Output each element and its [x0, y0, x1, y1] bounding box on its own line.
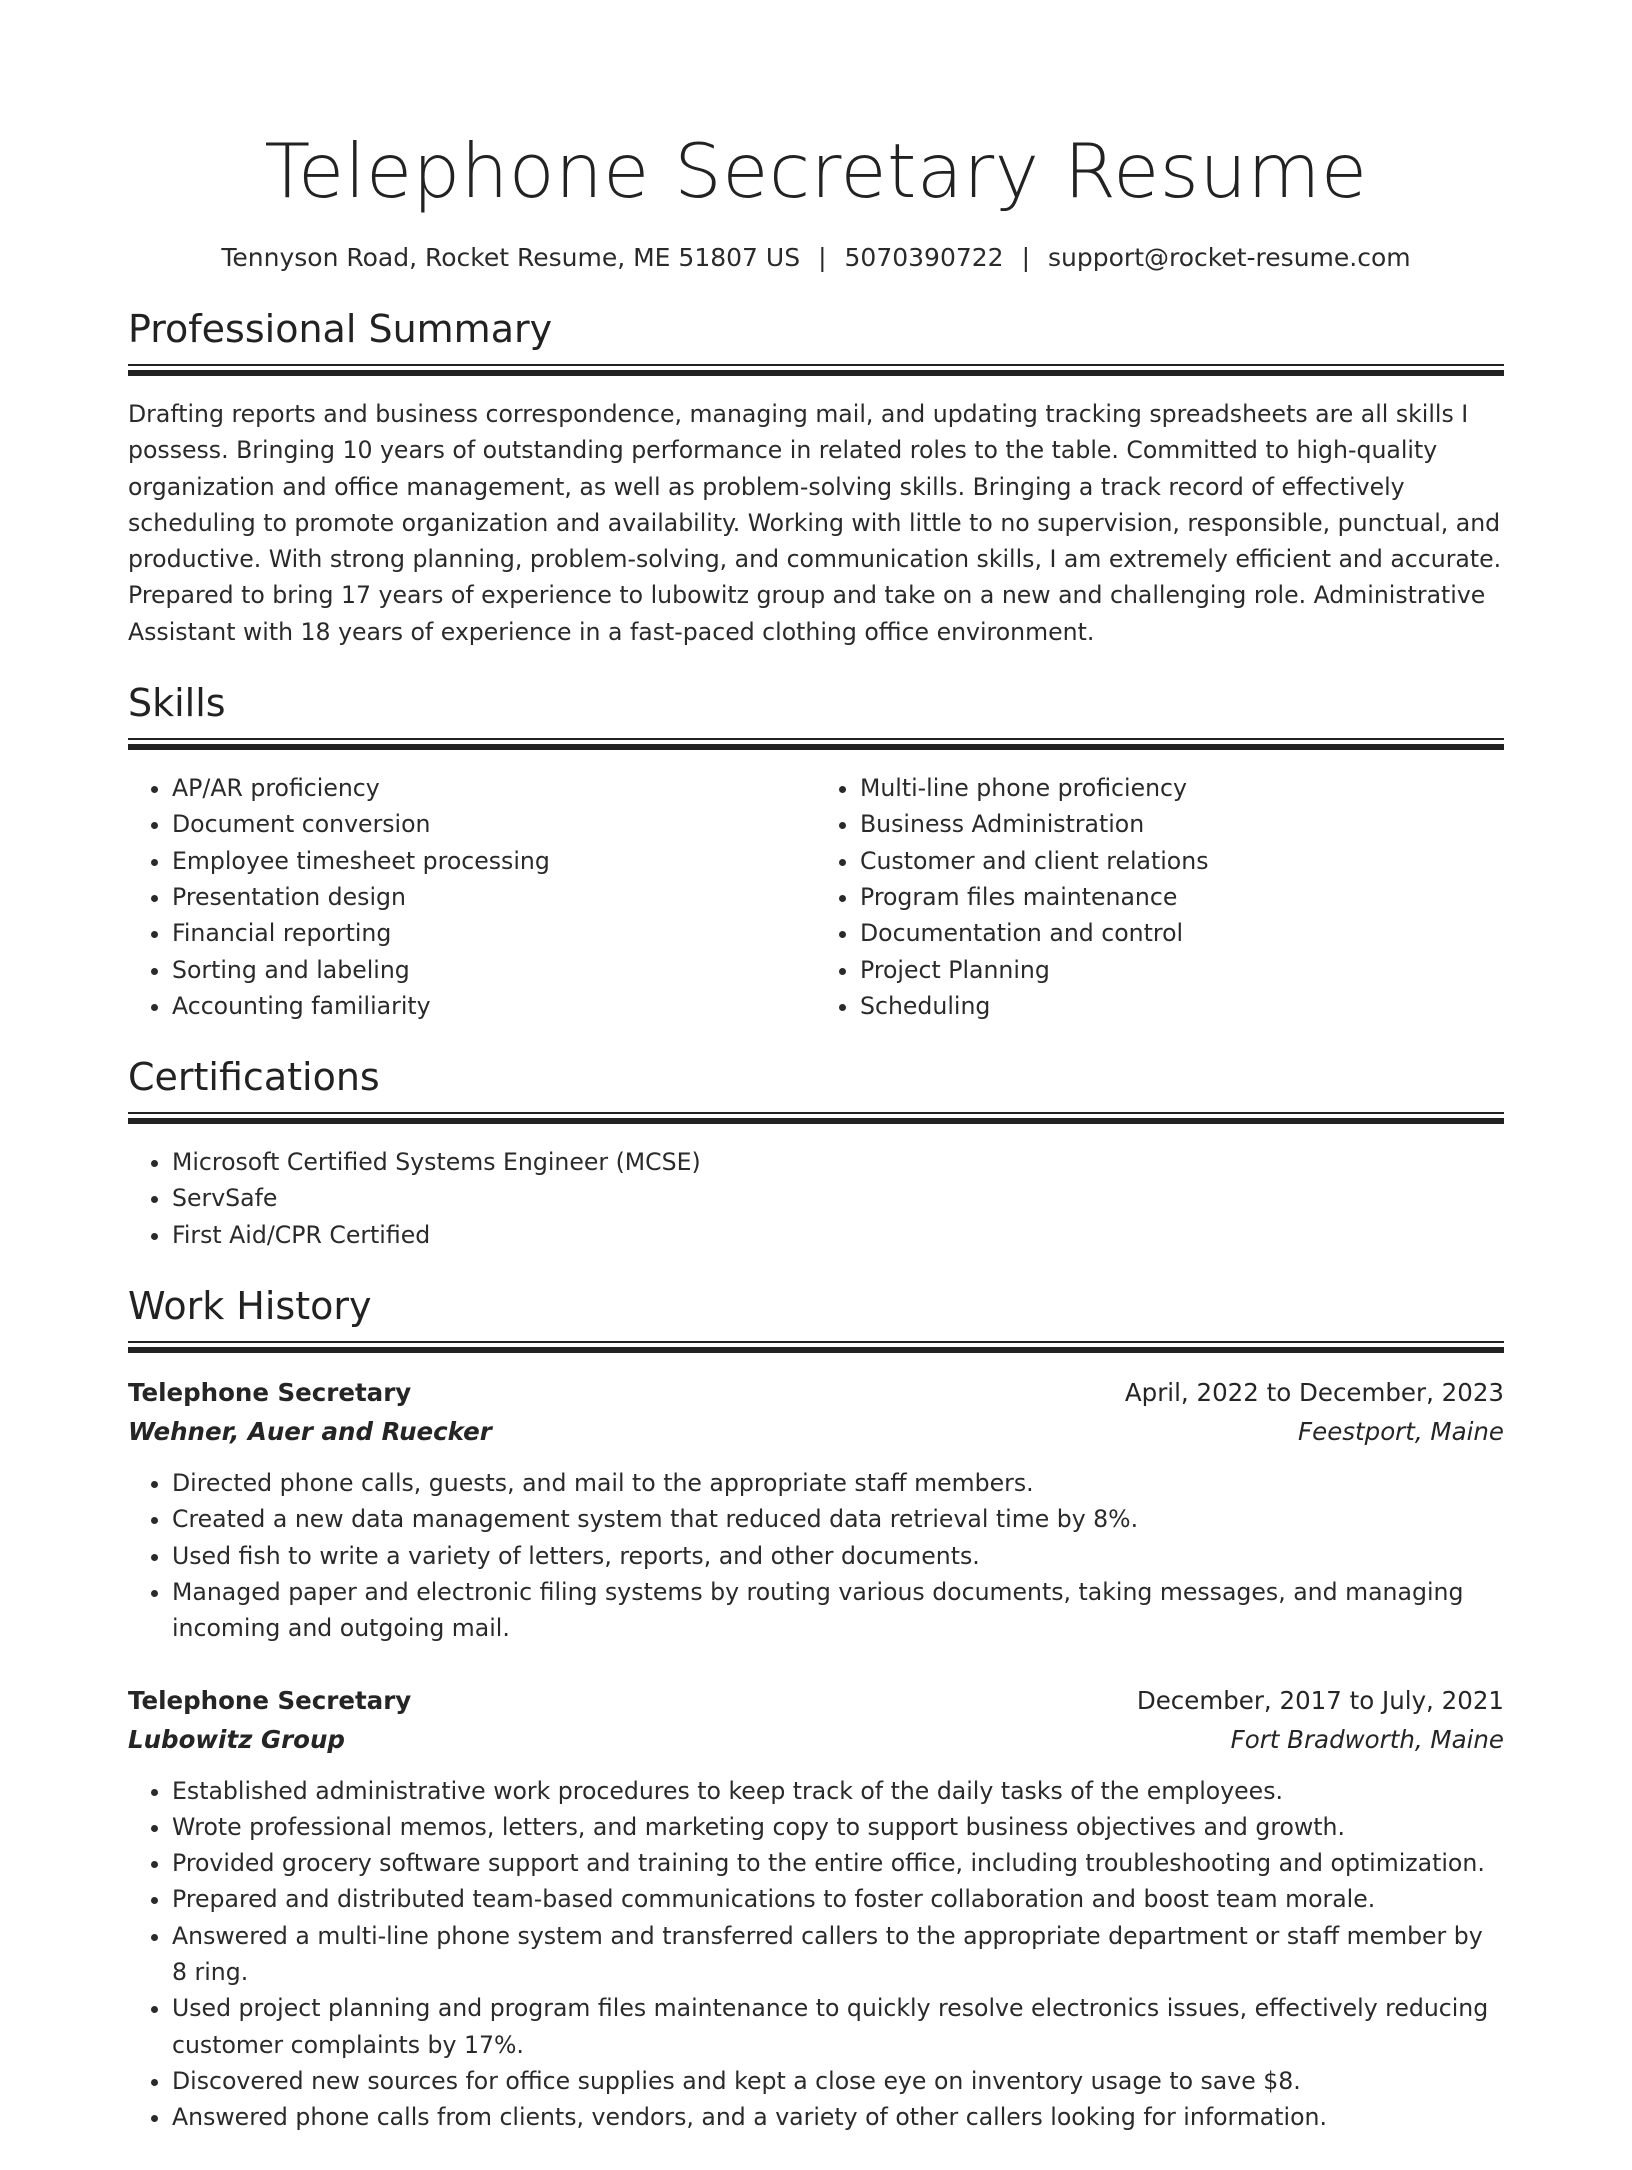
certifications-section [128, 1052, 1504, 1253]
contact-address: Tennyson Road, Rocket Resume, ME 51807 US [221, 243, 801, 272]
job-title: Telephone Secretary [128, 1378, 412, 1408]
job-bullet: • Provided grocery software support and training to the entire office, including troubleshooting and optimization. [172, 1845, 1504, 1881]
skills-columns [128, 770, 1504, 1024]
section-divider [128, 364, 1504, 376]
job-location: Fort Bradworth, Maine [1230, 1724, 1504, 1754]
skill-item: • Project Planning [860, 952, 1504, 988]
certification-item: • ServSafe [172, 1180, 1504, 1216]
resume-page [128, 0, 1504, 2170]
skill-item: • Documentation and control [860, 915, 1504, 951]
contact-separator: | [1021, 243, 1031, 272]
job-bullet: • Wrote professional memos, letters, and marketing copy to support business objectives and growth. [172, 1809, 1504, 1845]
job-entry [128, 1373, 1504, 1646]
skill-item: • Multi-line phone proficiency [860, 770, 1504, 806]
skill-item: • Financial reporting [172, 915, 816, 951]
certification-item: • Microsoft Certified Systems Engineer (MCSE) [172, 1144, 1504, 1180]
work-history-heading: Work History [128, 1284, 372, 1329]
job-bullets [128, 1465, 1504, 1646]
job-subheader [128, 1720, 1504, 1759]
skill-item: • Program files maintenance [860, 879, 1504, 915]
section-divider [128, 1112, 1504, 1124]
job-bullet: • Answered a multi-line phone system and transferred callers to the appropriate department or staff member by 8 ring. [172, 1918, 1504, 1991]
job-dates: December, 2017 to July, 2021 [1136, 1685, 1504, 1715]
certifications-list [128, 1144, 1504, 1253]
skill-item: • Employee timesheet processing [172, 843, 816, 879]
job-bullet: • Answered phone calls from clients, vendors, and a variety of other callers looking for information. [172, 2099, 1504, 2135]
work-history-section [128, 1281, 1504, 2135]
contact-phone: 5070390722 [844, 243, 1004, 272]
job-bullet: • Established administrative work procedures to keep track of the daily tasks of the employees. [172, 1773, 1504, 1809]
resume-title: Telephone Secretary Resume [264, 127, 1368, 215]
skill-item: • Sorting and labeling [172, 952, 816, 988]
job-company: Wehner, Auer and Ruecker [128, 1417, 492, 1447]
skill-item: • Presentation design [172, 879, 816, 915]
job-bullets [128, 1773, 1504, 2136]
skill-item: • Customer and client relations [860, 843, 1504, 879]
skill-item: • Document conversion [172, 806, 816, 842]
job-dates: April, 2022 to December, 2023 [1124, 1378, 1504, 1408]
job-bullet: • Used project planning and program files maintenance to quickly resolve electronics issues, effectively reducing customer complaints by 17%. [172, 1990, 1504, 2063]
job-bullet: • Directed phone calls, guests, and mail to the appropriate staff members. [172, 1465, 1504, 1501]
job-location: Feestport, Maine [1298, 1417, 1504, 1447]
skills-heading: Skills [128, 681, 226, 726]
section-divider [128, 1341, 1504, 1353]
job-bullet: • Prepared and distributed team-based communications to foster collaboration and boost team morale. [172, 1881, 1504, 1917]
summary-text: Drafting reports and business correspondence, managing mail, and updating tracking spreadsheets are all skills I possess. Bringing 10 years of outstanding performance in related roles to the table. Committed to high-quality organization and office management, as well as problem-solving skills. Bringing a track record of effectively scheduling to promote organization and availability. Working with little to no supervision, responsible, punctual, and productive. With strong planning, problem-solving, and communication skills, I am extremely efficient and accurate. Prepared to bring 17 years of experience to lubowitz group and take on a new and challenging role. Administrative Assistant with 18 years of experience in a fast-paced clothing office environment. [128, 400, 1502, 646]
skills-right-list [816, 770, 1504, 1024]
job-entry [128, 1681, 1504, 2136]
certifications-heading: Certifications [128, 1055, 380, 1100]
certification-item: • First Aid/CPR Certified [172, 1217, 1504, 1253]
job-bullet: • Created a new data management system that reduced data retrieval time by 8%. [172, 1501, 1504, 1537]
job-bullet: • Managed paper and electronic filing systems by routing various documents, taking messages, and managing incoming and outgoing mail. [172, 1574, 1504, 1647]
job-bullet: • Used fish to write a variety of letters, reports, and other documents. [172, 1538, 1504, 1574]
job-bullet: • Discovered new sources for office supplies and kept a close eye on inventory usage to save $8. [172, 2063, 1504, 2099]
job-header [128, 1373, 1504, 1412]
section-divider [128, 738, 1504, 750]
skill-item: • Accounting familiarity [172, 988, 816, 1024]
job-subheader [128, 1412, 1504, 1451]
contact-separator: | [818, 243, 827, 272]
summary-section [128, 304, 1504, 650]
skills-left-list [128, 770, 816, 1024]
skills-section [128, 678, 1504, 1024]
contact-email: support@rocket-resume.com [1048, 243, 1411, 272]
skill-item: • Business Administration [860, 806, 1504, 842]
job-company: Lubowitz Group [128, 1724, 345, 1754]
contact-line [128, 240, 1504, 276]
skill-item: • Scheduling [860, 988, 1504, 1024]
job-header [128, 1681, 1504, 1720]
job-title: Telephone Secretary [128, 1685, 412, 1715]
summary-heading: Professional Summary [128, 307, 553, 351]
skill-item: • AP/AR proficiency [172, 770, 816, 806]
